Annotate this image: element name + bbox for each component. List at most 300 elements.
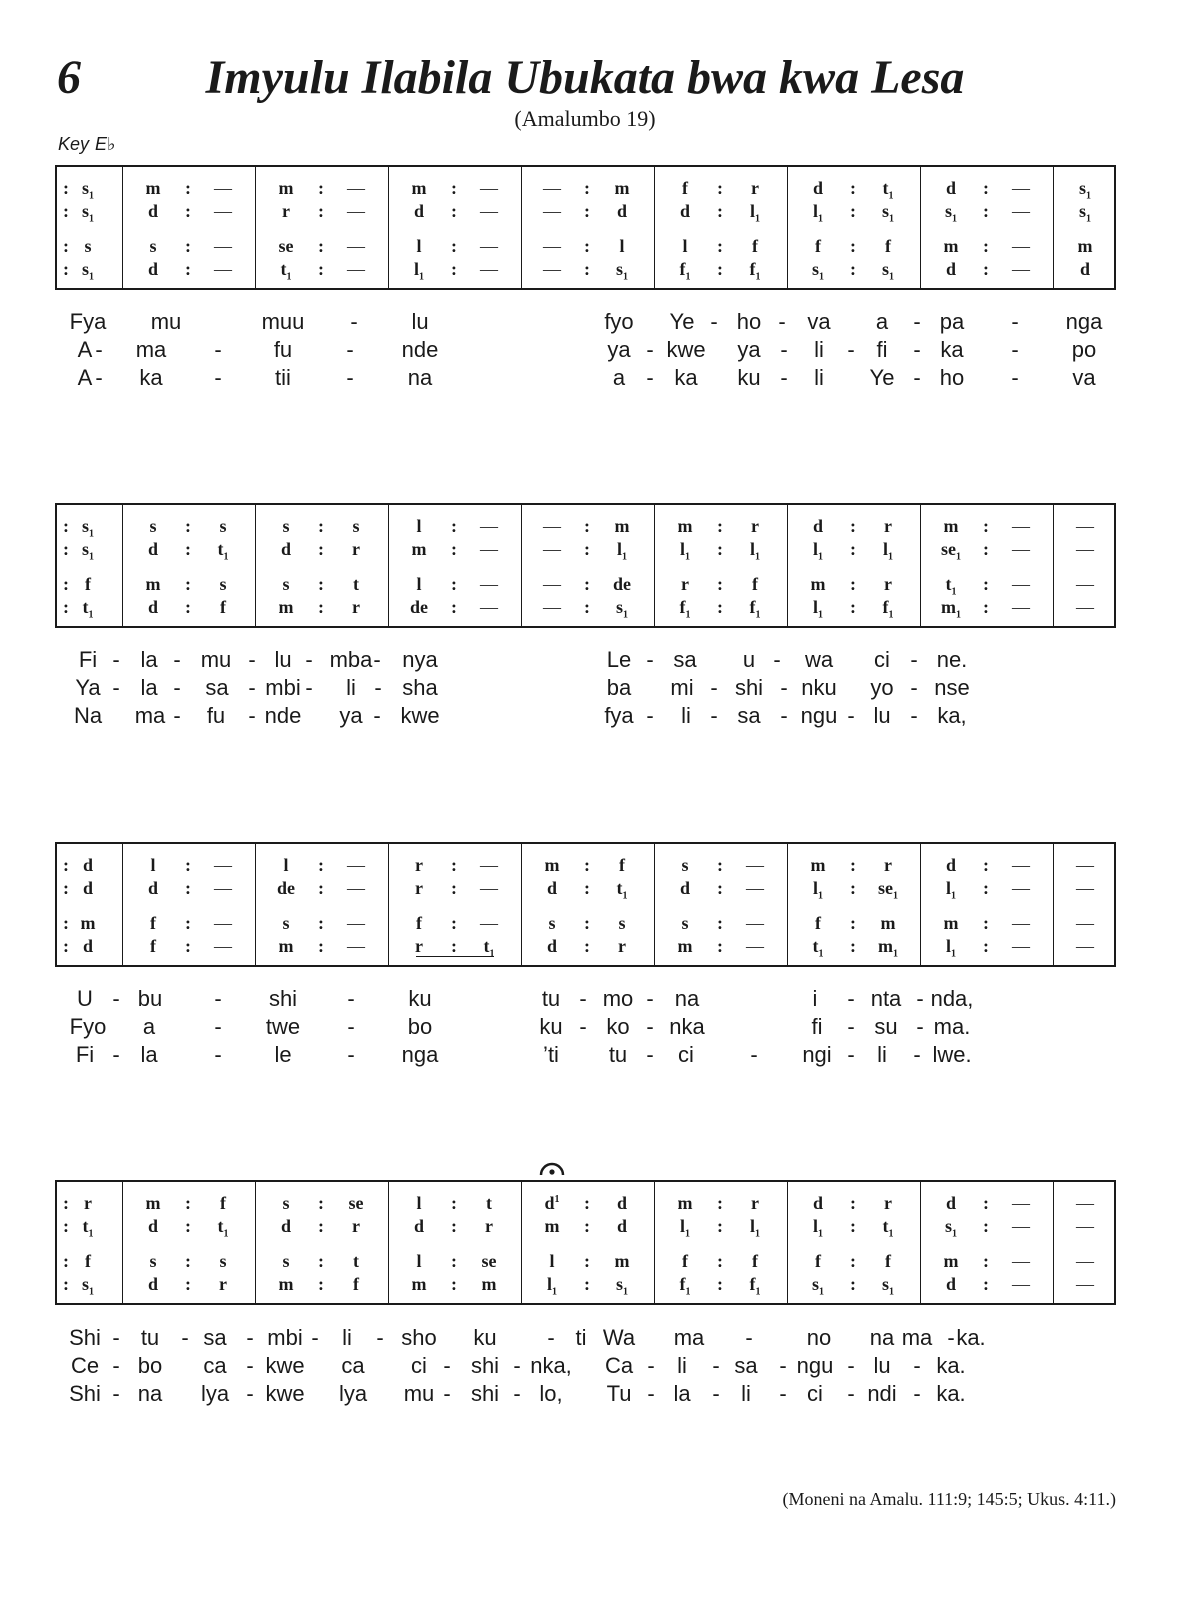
- measure-cell: [787, 853, 920, 877]
- lyric-syllable: shi: [470, 1353, 500, 1378]
- beat-colon: :: [185, 1193, 191, 1213]
- beat-colon: :: [717, 1193, 723, 1213]
- beat-colon: :: [584, 936, 590, 956]
- measure-cell: [388, 934, 521, 958]
- syllable-hyphen: -: [112, 647, 120, 672]
- syllable-hyphen: -: [214, 337, 222, 362]
- solfa-note: l: [682, 236, 688, 256]
- lyric-syllable: ngu: [800, 703, 838, 728]
- solfa-note: $d^1$: [544, 1193, 560, 1213]
- solfa-note: $l_1$: [546, 1274, 557, 1298]
- measure-cell: [388, 1249, 521, 1273]
- syllable-hyphen: -: [916, 1014, 924, 1039]
- voice-row: [57, 572, 1114, 596]
- measure-cell: [521, 1249, 654, 1273]
- measure-cell: [388, 876, 521, 900]
- lyric-syllable: mu: [403, 1381, 435, 1406]
- solfa-note: r: [751, 1193, 759, 1213]
- lyric-syllable: sho: [401, 1325, 437, 1350]
- solfa-note: $s_1$: [944, 1216, 957, 1240]
- measure-cell: [1053, 876, 1186, 900]
- solfa-note: $t_1$: [217, 1216, 229, 1240]
- solfa-note: —: [480, 259, 498, 279]
- solfa-note: t: [486, 1193, 492, 1213]
- solfa-note: m: [278, 936, 294, 956]
- solfa-note: t: [353, 1251, 359, 1271]
- solfa-note: —: [543, 236, 561, 256]
- solfa-note: f: [619, 855, 625, 875]
- syllable-hyphen: -: [913, 365, 921, 390]
- solfa-note: $s_1$: [615, 259, 628, 283]
- solfa-note: —: [1012, 1193, 1030, 1213]
- syllable-hyphen: -: [847, 986, 855, 1011]
- lyric-syllable: la: [673, 1381, 691, 1406]
- beat-colon: :: [584, 1193, 590, 1213]
- syllable-hyphen: -: [112, 1381, 120, 1406]
- solfa-note: $t_1$: [945, 574, 957, 598]
- measure-cell: [1053, 853, 1186, 877]
- beat-colon: :: [63, 1251, 69, 1271]
- measure-cell: [920, 514, 1053, 538]
- lyric-syllable: ka: [139, 365, 163, 390]
- beat-colon: :: [185, 178, 191, 198]
- lyric-syllable: kwe: [666, 337, 706, 362]
- beat-colon: :: [584, 574, 590, 594]
- measure-cell: [521, 514, 654, 538]
- measure-cell: [787, 537, 920, 561]
- syllable-hyphen: -: [373, 703, 381, 728]
- solfa-note: m: [677, 936, 693, 956]
- solfa-note: d: [413, 1216, 424, 1236]
- solfa-note: —: [214, 936, 232, 956]
- beat-colon: :: [584, 516, 590, 536]
- lyric-syllable: pa: [939, 309, 965, 334]
- syllable-hyphen: -: [913, 1042, 921, 1067]
- lyric-syllable: mo: [602, 986, 634, 1011]
- beat-colon: :: [451, 1193, 457, 1213]
- measure-cell: [388, 1191, 521, 1215]
- note-underline: [416, 956, 494, 957]
- solfa-note: —: [1012, 236, 1030, 256]
- lyric-syllable: Na: [73, 703, 103, 728]
- measure-cell: [1053, 911, 1186, 935]
- solfa-note: —: [480, 539, 498, 559]
- solfa-note: —: [347, 855, 365, 875]
- syllable-hyphen: -: [847, 703, 855, 728]
- lyric-syllable: ho: [736, 309, 762, 334]
- measure-cell: [787, 257, 920, 281]
- measure-cell: [1053, 176, 1186, 200]
- measure-cell: [787, 1214, 920, 1238]
- syllable-hyphen: -: [579, 986, 587, 1011]
- measure-cell: [521, 572, 654, 596]
- lyric-syllable: sha: [402, 675, 438, 700]
- lyric-line: [55, 1042, 1116, 1070]
- lyric-syllable: na: [674, 986, 700, 1011]
- solfa-note: —: [1012, 259, 1030, 279]
- solfa-note: l: [150, 855, 156, 875]
- measure-cell: [255, 514, 388, 538]
- measure-cell: [654, 853, 787, 877]
- measure-cell: [920, 911, 1053, 935]
- lyric-syllable: ma: [673, 1325, 705, 1350]
- measure-cell: [255, 537, 388, 561]
- syllable-hyphen: -: [847, 1381, 855, 1406]
- measure-cell: [122, 514, 255, 538]
- measure-cell: [654, 199, 787, 223]
- lyric-line: [55, 365, 1116, 393]
- lyric-syllable: shi: [734, 675, 764, 700]
- solfa-note: $t_1$: [616, 878, 628, 902]
- solfa-note: m: [614, 178, 630, 198]
- measure-cell: [787, 1249, 920, 1273]
- solfa-note: —: [1012, 516, 1030, 536]
- syllable-hyphen: -: [847, 1014, 855, 1039]
- solfa-note: d: [679, 878, 690, 898]
- solfa-note: r: [352, 597, 360, 617]
- beat-colon: :: [63, 1274, 69, 1294]
- solfa-note: —: [1076, 1193, 1094, 1213]
- solfa-note: $l_1$: [945, 878, 956, 902]
- measure-cell: [787, 876, 920, 900]
- solfa-note: l: [416, 516, 422, 536]
- hymn-title: Imyulu Ilabila Ubukata bwa kwa Lesa: [205, 51, 965, 104]
- lyric-syllable: mba: [329, 647, 373, 672]
- lyric-syllable: ca: [203, 1353, 227, 1378]
- syllable-hyphen: -: [750, 1042, 758, 1067]
- measure-cell: [388, 595, 521, 619]
- syllable-hyphen: -: [248, 675, 256, 700]
- solfa-note: —: [1012, 1251, 1030, 1271]
- beat-colon: :: [63, 236, 69, 256]
- lyric-syllable: Ce: [70, 1353, 100, 1378]
- beat-colon: :: [983, 1193, 989, 1213]
- lyric-syllable: twe: [265, 1014, 301, 1039]
- lyric-syllable: tu: [608, 1042, 628, 1067]
- solfa-note: s: [282, 913, 290, 933]
- beat-colon: :: [717, 1274, 723, 1294]
- syllable-hyphen: -: [646, 1042, 654, 1067]
- lyric-syllable: nga: [401, 1042, 439, 1067]
- measure-cell: [920, 853, 1053, 877]
- solfa-note: —: [746, 913, 764, 933]
- solfa-note: —: [1076, 597, 1094, 617]
- lyrics-block: [55, 309, 1116, 409]
- beat-colon: :: [63, 913, 69, 933]
- measure-cell: [654, 1191, 787, 1215]
- beat-colon: :: [185, 574, 191, 594]
- solfa-note: d: [147, 597, 158, 617]
- solfa-note: —: [1076, 1251, 1094, 1271]
- solfa-note: $t_1$: [882, 1216, 894, 1240]
- lyric-syllable: nka: [669, 1014, 705, 1039]
- lyric-syllable: ti: [575, 1325, 587, 1350]
- lyric-syllable: kwe: [265, 1381, 305, 1406]
- solfa-note: s: [149, 236, 157, 256]
- beat-colon: :: [451, 574, 457, 594]
- solfa-note: f: [815, 1251, 821, 1271]
- solfa-note: d: [679, 201, 690, 221]
- measure-cell: [920, 176, 1053, 200]
- beat-colon: :: [63, 259, 69, 279]
- lyrics-block: [55, 986, 1116, 1086]
- lyric-syllable: mbi: [267, 1325, 303, 1350]
- solfa-note: $s_1$: [1078, 178, 1091, 202]
- lyric-syllable: nga: [1065, 309, 1103, 334]
- syllable-hyphen: -: [712, 1353, 720, 1378]
- measure-cell: [122, 1191, 255, 1215]
- measure-cell: [787, 1191, 920, 1215]
- syllable-hyphen: -: [913, 1381, 921, 1406]
- solfa-note: r: [415, 878, 423, 898]
- solfa-note: $m_1$: [878, 936, 898, 960]
- beat-colon: :: [185, 236, 191, 256]
- solfa-note: m: [614, 1251, 630, 1271]
- solfa-note: —: [347, 201, 365, 221]
- solfa-note: —: [543, 178, 561, 198]
- beat-colon: :: [983, 259, 989, 279]
- measure-cell: [920, 1214, 1053, 1238]
- solfa-note: $l_1$: [812, 1216, 823, 1240]
- beat-colon: :: [983, 597, 989, 617]
- solfa-note: —: [1076, 539, 1094, 559]
- measure-cell: [388, 537, 521, 561]
- syllable-hyphen: -: [95, 337, 103, 362]
- syllable-hyphen: -: [173, 703, 181, 728]
- syllable-hyphen: -: [780, 337, 788, 362]
- solfa-note: l: [283, 855, 289, 875]
- solfa-note: d: [546, 936, 557, 956]
- solfa-note: $f_1$: [679, 259, 691, 283]
- beat-colon: :: [717, 1251, 723, 1271]
- solfa-note: s: [282, 1193, 290, 1213]
- lyric-syllable: po: [1071, 337, 1097, 362]
- solfa-note: d: [147, 1216, 158, 1236]
- measure-cell: [1053, 537, 1186, 561]
- measure-cell: [521, 1214, 654, 1238]
- lyric-syllable: mi: [670, 675, 694, 700]
- lyric-syllable: le: [274, 1042, 292, 1067]
- solfa-note: $s_1$: [615, 597, 628, 621]
- solfa-note: f: [885, 236, 891, 256]
- syllable-hyphen: -: [112, 986, 120, 1011]
- syllable-hyphen: -: [112, 1325, 120, 1350]
- beat-colon: :: [850, 516, 856, 536]
- solfa-note: d: [147, 201, 158, 221]
- solfa-note: d: [413, 201, 424, 221]
- solfa-note: se: [348, 1193, 364, 1213]
- beat-colon: :: [318, 539, 324, 559]
- beat-colon: :: [63, 855, 69, 875]
- solfa-note: —: [214, 913, 232, 933]
- solfa-note: $s_1$: [81, 539, 94, 563]
- lyric-syllable: la: [140, 675, 158, 700]
- measure-cell: [255, 1249, 388, 1273]
- solfa-note: —: [347, 259, 365, 279]
- lyric-syllable: na: [137, 1381, 163, 1406]
- lyric-syllable: ci: [807, 1381, 823, 1406]
- solfa-note: f: [752, 1251, 758, 1271]
- lyric-syllable: nku: [801, 675, 837, 700]
- measure-cell: [122, 572, 255, 596]
- beat-colon: :: [63, 878, 69, 898]
- measure-cell: [654, 176, 787, 200]
- beat-colon: :: [584, 178, 590, 198]
- solfa-note: —: [1076, 574, 1094, 594]
- measure-cell: [57, 911, 122, 935]
- beat-colon: :: [584, 259, 590, 279]
- lyric-syllable: mbi: [265, 675, 301, 700]
- lyric-syllable: lwe.: [932, 1042, 972, 1067]
- voice-row: [57, 853, 1114, 877]
- measure-cell: [521, 176, 654, 200]
- solfa-note: d: [280, 1216, 291, 1236]
- beat-colon: :: [451, 936, 457, 956]
- solfa-note: r: [282, 201, 290, 221]
- lyric-line: [55, 647, 1116, 675]
- beat-colon: :: [451, 1274, 457, 1294]
- lyric-syllable: li: [677, 1353, 687, 1378]
- lyric-syllable: Fi: [75, 1042, 95, 1067]
- measure-cell: [255, 1272, 388, 1296]
- syllable-hyphen: -: [181, 1325, 189, 1350]
- lyric-syllable: bo: [407, 1014, 433, 1039]
- solfa-note: —: [214, 178, 232, 198]
- syllable-hyphen: -: [647, 1353, 655, 1378]
- lyric-syllable: ma: [135, 337, 167, 362]
- solfa-note: $l_1$: [679, 1216, 690, 1240]
- solfa-note: $s_1$: [81, 259, 94, 283]
- syllable-hyphen: -: [376, 1325, 384, 1350]
- solfa-note: $m_1$: [941, 597, 961, 621]
- measure-cell: [787, 234, 920, 258]
- lyric-line: [55, 337, 1116, 365]
- solfa-note: —: [746, 878, 764, 898]
- beat-colon: :: [850, 855, 856, 875]
- notation-system: [55, 165, 1116, 290]
- solfa-note: r: [751, 178, 759, 198]
- lyric-syllable: lu: [873, 703, 891, 728]
- beat-colon: :: [185, 597, 191, 617]
- solfa-note: —: [1012, 597, 1030, 617]
- beat-colon: :: [983, 1274, 989, 1294]
- beat-colon: :: [185, 936, 191, 956]
- solfa-note: s: [618, 913, 626, 933]
- syllable-hyphen: -: [712, 1381, 720, 1406]
- lyric-syllable: ku: [408, 986, 432, 1011]
- syllable-hyphen: -: [947, 1325, 955, 1350]
- measure-cell: [122, 595, 255, 619]
- solfa-note: —: [214, 878, 232, 898]
- solfa-note: l: [416, 236, 422, 256]
- solfa-note: —: [543, 259, 561, 279]
- beat-colon: :: [63, 597, 69, 617]
- solfa-note: r: [84, 1193, 92, 1213]
- measure-cell: [122, 199, 255, 223]
- syllable-hyphen: -: [246, 1353, 254, 1378]
- measure-cell: [122, 537, 255, 561]
- beat-colon: :: [451, 236, 457, 256]
- measure-cell: [521, 199, 654, 223]
- lyric-syllable: ngi: [802, 1042, 832, 1067]
- solfa-note: l: [549, 1251, 555, 1271]
- lyric-syllable: ya: [339, 703, 363, 728]
- measure-cell: [787, 1272, 920, 1296]
- lyric-syllable: Le: [606, 647, 632, 672]
- solfa-note: $t_1$: [217, 539, 229, 563]
- beat-tick: [255, 534, 256, 548]
- beat-colon: :: [584, 1251, 590, 1271]
- syllable-hyphen: -: [847, 1042, 855, 1067]
- lyric-syllable: Ye: [869, 365, 895, 390]
- beat-colon: :: [850, 178, 856, 198]
- solfa-note: f: [353, 1274, 359, 1294]
- solfa-note: —: [1012, 1274, 1030, 1294]
- syllable-hyphen: -: [916, 986, 924, 1011]
- solfa-note: r: [884, 855, 892, 875]
- lyric-syllable: kwe: [400, 703, 440, 728]
- solfa-note: f: [682, 178, 688, 198]
- solfa-note: $t_1$: [882, 178, 894, 202]
- syllable-hyphen: -: [246, 1325, 254, 1350]
- measure-cell: [255, 257, 388, 281]
- measure-cell: [388, 572, 521, 596]
- solfa-note: f: [85, 1251, 91, 1271]
- beat-colon: :: [850, 1216, 856, 1236]
- lyric-syllable: ci: [411, 1353, 427, 1378]
- solfa-note: s: [149, 1251, 157, 1271]
- solfa-note: —: [214, 236, 232, 256]
- measure-cell: [122, 1249, 255, 1273]
- measure-cell: [521, 1191, 654, 1215]
- lyric-line: [55, 1325, 1116, 1353]
- beat-colon: :: [717, 259, 723, 279]
- solfa-note: s: [282, 1251, 290, 1271]
- solfa-note: m: [481, 1274, 497, 1294]
- syllable-hyphen: -: [305, 675, 313, 700]
- solfa-note: m: [411, 539, 427, 559]
- solfa-note: m: [278, 597, 294, 617]
- beat-colon: :: [185, 1216, 191, 1236]
- lyric-syllable: fu: [273, 337, 293, 362]
- hymn-number: 6: [57, 51, 81, 104]
- solfa-note: m: [943, 516, 959, 536]
- solfa-note: $l_1$: [749, 201, 760, 225]
- syllable-hyphen: -: [745, 1325, 753, 1350]
- measure-cell: [920, 257, 1053, 281]
- measure-cell: [255, 199, 388, 223]
- syllable-hyphen: -: [246, 1381, 254, 1406]
- beat-colon: :: [850, 597, 856, 617]
- beat-colon: :: [63, 1216, 69, 1236]
- lyric-syllable: tu: [140, 1325, 160, 1350]
- solfa-note: m: [278, 1274, 294, 1294]
- solfa-note: $l_1$: [749, 539, 760, 563]
- measure-cell: [255, 176, 388, 200]
- measure-cell: [57, 853, 122, 877]
- lyric-syllable: nde: [264, 703, 302, 728]
- beat-colon: :: [185, 1274, 191, 1294]
- beat-colon: :: [717, 539, 723, 559]
- syllable-hyphen: -: [374, 675, 382, 700]
- syllable-hyphen: -: [913, 337, 921, 362]
- syllable-hyphen: -: [248, 647, 256, 672]
- syllable-hyphen: -: [779, 1353, 787, 1378]
- solfa-note: —: [1076, 936, 1094, 956]
- voice-row: [57, 537, 1114, 561]
- beat-colon: :: [850, 936, 856, 956]
- lyric-syllable: sa: [734, 1353, 758, 1378]
